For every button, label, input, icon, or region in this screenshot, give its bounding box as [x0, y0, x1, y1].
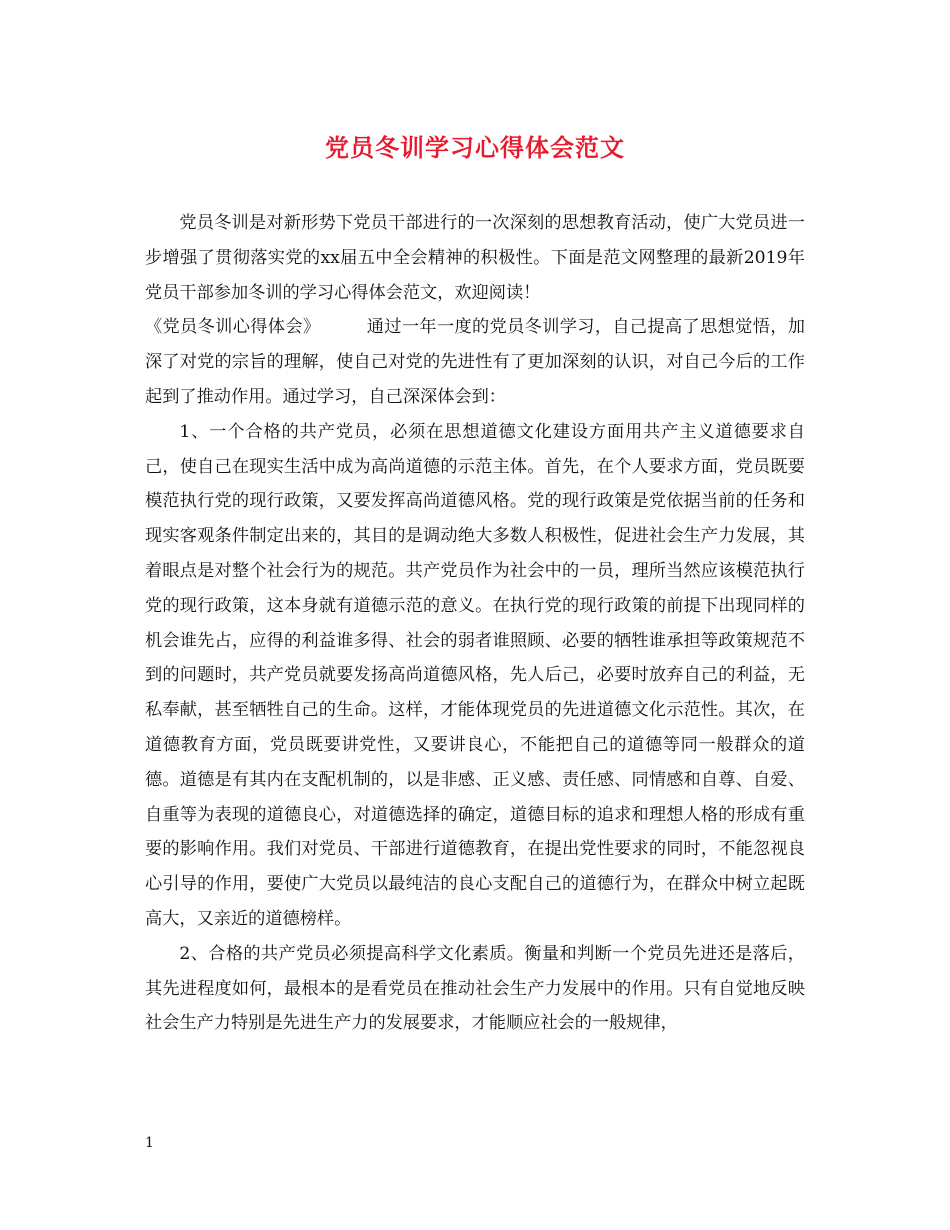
- document-body: [145, 206, 805, 1041]
- page-number: 1: [145, 1135, 154, 1151]
- section-intro: 通过一年一度的党员冬训学习，自己提高了思想觉悟，加深了对党的宗旨的理解，使自己对党的先进性有了更加深刻的认识，对自己今后的工作起到了推动作用。通过学习，自己深深体会到：: [145, 317, 805, 407]
- intro-paragraph: 党员冬训是对新形势下党员干部进行的一次深刻的思想教育活动，使广大党员进一步增强了贯彻落实党的xx届五中全会精神的积极性。下面是范文网整理的最新2019年党员干部参加冬训的学习心得体会范文，欢迎阅读！: [145, 213, 805, 303]
- document-title: 党员冬训学习心得体会范文: [325, 133, 625, 162]
- section-heading: 《党员冬训心得体会》: [145, 317, 321, 338]
- point-2-paragraph: 2、合格的共产党员必须提高科学文化素质。衡量和判断一个党员先进还是落后，其先进程度如何，最根本的是看党员在推动社会生产力发展中的作用。只有自觉地反映社会生产力特别是先进生产力的发展要求，才能顺应社会的一般规律，: [145, 943, 805, 1034]
- point-1-paragraph: 1、一个合格的共产党员，必须在思想道德文化建设方面用共产主义道德要求自己，使自己在现实生活中成为高尚道德的示范主体。首先，在个人要求方面，党员既要模范执行党的现行政策，又要发挥高尚道德风格。党的现行政策是党依据当前的任务和现实客观条件制定出来的，其目的是调动绝大多数人积极性，促进社会生产力发展，其着眼点是对整个社会行为的规范。共产党员作为社会中的一员，理所当然应该模范执行党的现行政策，这本身就有道德示范的意义。在执行党的现行政策的前提下出现同样的机会谁先占，应得的利益谁多得、社会的弱者谁照顾、必要的牺牲谁承担等政策规范不到的问题时，共产党员就要发扬高尚道德风格，先人后己，必要时放弃自己的利益，无私奉献，甚至牺牲自己的生命。这样，才能体现党员的先进道德文化示范性。其次，在道德教育方面，党员既要讲党性，又要讲良心，不能把自己的道德等同一般群众的道德。道德是有其内在支配机制的，以是非感、正义感、责任感、同情感和自尊、自爱、自重等为表现的道德良心，对道德选择的确定，道德目标的追求和理想人格的形成有重要的影响作用。我们对党员、干部进行道德教育，在提出党性要求的同时，不能忽视良心引导的作用，要使广大党员以最纯洁的良心支配自己的道德行为，在群众中树立起既高大，又亲近的道德榜样。: [145, 421, 805, 929]
- section-paragraph: [145, 310, 805, 414]
